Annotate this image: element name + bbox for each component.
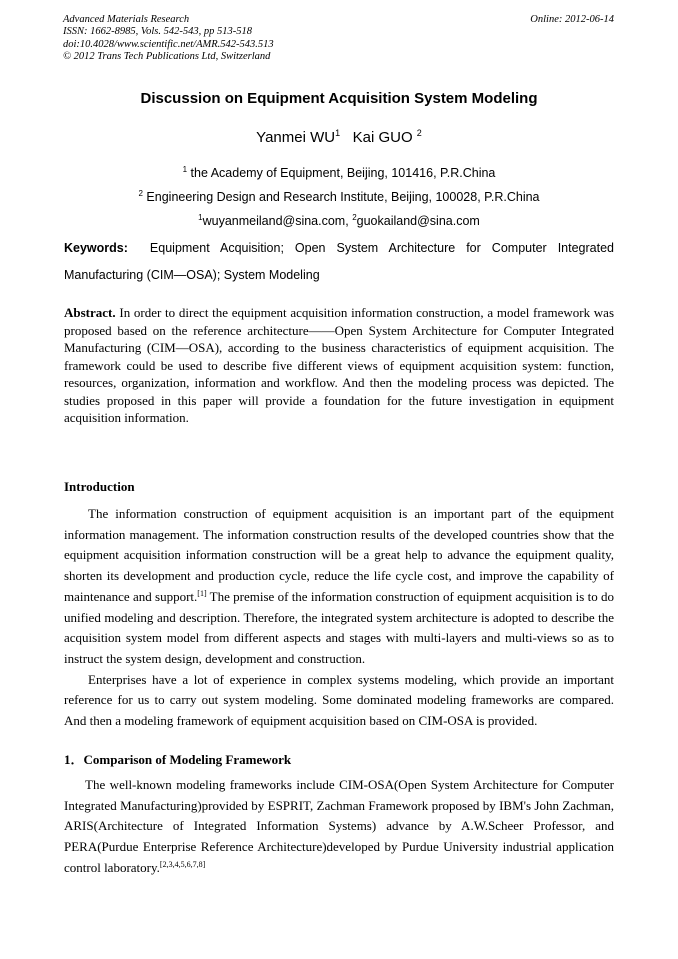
keywords-text: Equipment Acquisition; Open System Architecture for Computer Integrated Manufacturing (CIM—OSA); System Modeling: [64, 241, 614, 282]
paragraph-text: The premise of the information construction of equipment acquisition is to do unified modeling and description. Therefore, the integrated system architecture is adopted to describe the acquisition system model from different aspects and stages with multi-layers and multi-views so as to instruct the system design, development and construction.: [64, 588, 614, 666]
abstract-text: In order to direct the equipment acquisition information construction, a model framework was proposed based on the reference architecture——Open System Architecture for Computer Integrated Manufacturing (CIM—OSA), according to the business characteristics of equipment acquisition. The framework could be used to describe five different views of equipment acquisition system: function, resources, organization, information and workflow. And then the modeling process was depicted. The studies proposed in this paper will provide a foundation for the future investigation in equipment acquisition information.: [64, 305, 615, 425]
author-mark: 1: [335, 128, 341, 138]
journal-copyright: © 2012 Trans Tech Publications Ltd, Switzerland: [63, 51, 271, 63]
paragraph-text: The well-known modeling frameworks include CIM-OSA(Open System Architecture for Computer Integrated Manufacturing)provided by ESPRIT, Zachman Framework proposed by IBM's John Zachman, ARIS(Architecture of Integrated Information Systems) advance by A.W.Scheer Professor, and PERA(Purdue Enterprise Reference Architecture)developed by Purdue University industrial application control laboratory.: [64, 777, 614, 875]
email-line: [0, 214, 678, 228]
journal-header: [63, 14, 274, 64]
author-mark: 2: [416, 128, 422, 138]
keywords-block: [64, 235, 614, 289]
email-mark: 1: [198, 213, 203, 222]
affiliation-mark: 2: [138, 189, 143, 198]
abstract-block: [64, 304, 614, 427]
author-name: Yanmei WU: [256, 129, 336, 146]
section-heading-comparison: 1．Comparison of Modeling Framework: [64, 752, 292, 767]
email-mark: 2: [352, 213, 357, 222]
author-name: Kai GUO: [352, 129, 413, 146]
citation[interactable]: [2,3,4,5,6,7,8]: [159, 859, 206, 869]
abstract-label: Abstract.: [64, 305, 116, 320]
section-heading-introduction: Introduction: [64, 479, 135, 494]
keywords-label: Keywords:: [64, 241, 128, 255]
paragraph-text: The information construction of equipment acquisition is an important part of the equipment information management. The information construction results of the developed countries show that the equipment acquisition information construction will be a great help to advance the equipment quality, shorten its development and production cycle, reduce the life cycle cost, and improve the capability of maintenance and support.: [64, 506, 614, 604]
paragraph: [64, 775, 614, 879]
paper-title: Discussion on Equipment Acquisition System Modeling: [140, 90, 538, 107]
introduction-body: [64, 504, 614, 732]
journal-issn: ISSN: 1662-8985, Vols. 542-543, pp 513-518: [63, 26, 252, 38]
paragraph: Enterprises have a lot of experience in complex systems modeling, which provide an important reference for us to carry out system modeling. Some dominated modeling frameworks are compared. And then a modeling framework of equipment acquisition based on CIM-OSA is provided.: [64, 671, 614, 729]
affiliation-2: [0, 190, 678, 204]
paragraph: [64, 504, 614, 670]
email-link[interactable]: wuyanmeiland@sina.com,: [202, 214, 349, 228]
online-date: Online: 2012-06-14: [530, 14, 614, 25]
affiliation-text: Engineering Design and Research Institute, Beijing, 100028, P.R.China: [146, 190, 540, 204]
affiliation-mark: 1: [182, 165, 188, 174]
section1-body: [64, 775, 614, 879]
journal-name: Advanced Materials Research: [63, 14, 190, 25]
journal-doi: doi:10.4028/www.scientific.net/AMR.542-543.513: [63, 38, 274, 50]
author-line: [0, 129, 678, 146]
email-link[interactable]: guokailand@sina.com: [356, 214, 480, 228]
affiliation-text: the Academy of Equipment, Beijing, 101416, P.R.China: [190, 166, 496, 180]
citation[interactable]: [1]: [197, 588, 207, 598]
affiliation-1: [0, 166, 678, 180]
